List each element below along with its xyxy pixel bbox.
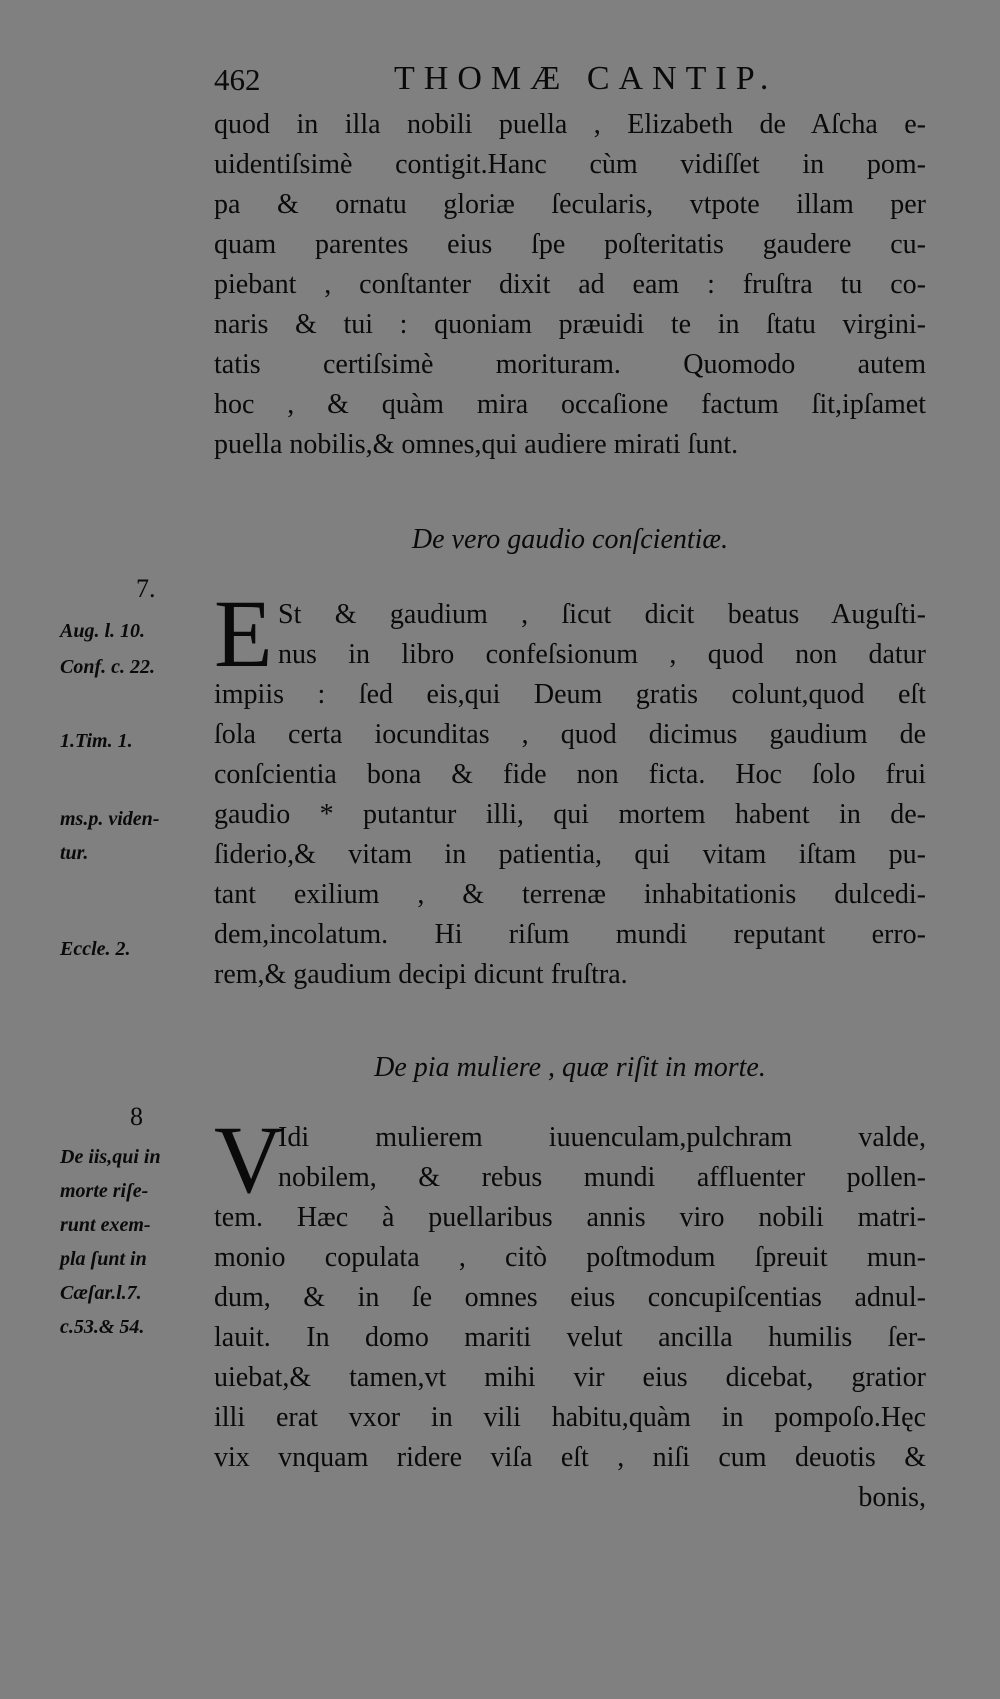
dropcap-v: V <box>214 1106 284 1213</box>
text-line: ſola certa iocunditas , quod dicimus gaudium de <box>214 719 926 750</box>
margin-note: De iis,qui in <box>60 1146 161 1168</box>
margin-note: Eccle. 2. <box>60 938 131 960</box>
running-head: THOMÆ CANTIP. <box>394 60 778 97</box>
text-line: Idi mulierem iuuenculam,pulchram valde, <box>278 1122 926 1153</box>
text-line: dem,incolatum. Hi riſum mundi reputant erro- <box>214 919 926 950</box>
text-line: ſiderio,& vitam in patientia, qui vitam iſtam pu- <box>214 839 926 870</box>
section-heading-7: De vero gaudio conſcientiæ. <box>411 524 729 555</box>
section-number-8: 8 <box>130 1102 143 1131</box>
text-line: tant exilium , & terrenæ inhabitationis dulcedi- <box>214 879 926 910</box>
passage-top <box>214 105 926 465</box>
margin-note: 1.Tim. 1. <box>60 730 133 752</box>
text-line: piebant , conſtanter dixit ad eam : fruſtra tu co- <box>214 269 926 300</box>
text-line: illi erat vxor in vili habitu,quàm in pompoſo.Hęc <box>214 1402 926 1433</box>
margin-note: runt exem- <box>60 1214 151 1236</box>
text-line: uiebat,& tamen,vt mihi vir eius dicebat, gratior <box>214 1362 926 1393</box>
text-line: vix vnquam ridere viſa eſt , niſi cum deuotis & <box>214 1442 926 1473</box>
text-line: uidentiſsimè contigit.Hanc cùm vidiſſet in pom- <box>214 149 926 180</box>
margin-note: Conf. c. 22. <box>60 656 155 678</box>
section-number-7: 7. <box>136 574 156 603</box>
text-line: pa & ornatu gloriæ ſecularis, vtpote illam per <box>214 189 926 220</box>
margin-note: c.53.& 54. <box>60 1316 145 1338</box>
text-line: nobilem, & rebus mundi affluenter pollen- <box>278 1162 926 1193</box>
margin-note: Cæſar.l.7. <box>60 1282 142 1304</box>
text-line: bonis, <box>858 1482 926 1513</box>
page-number: 462 <box>214 62 261 97</box>
text-line: impiis : ſed eis,qui Deum gratis colunt,quod eſt <box>214 679 926 710</box>
text-line: dum, & in ſe omnes eius concupiſcentias adnul- <box>214 1282 926 1313</box>
text-line: tatis certiſsimè morituram. Quomodo autem <box>214 349 926 380</box>
text-line: monio copulata , citò poſtmodum ſpreuit mun- <box>214 1242 926 1273</box>
margin-note: ms.p. viden- <box>60 808 160 830</box>
text-line: puella nobilis,& omnes,qui audiere mirati ſunt. <box>214 429 739 460</box>
text-line: nus in libro confeſsionum , quod non datur <box>278 639 926 670</box>
section-heading-8: De pia muliere , quæ riſit in morte. <box>374 1052 766 1083</box>
text-line: St & gaudium , ſicut dicit beatus Auguſti- <box>278 599 926 630</box>
dropcap-e: E <box>214 580 273 687</box>
text-line: conſcientia bona & fide non ficta. Hoc ſolo frui <box>214 759 926 790</box>
text-line: gaudio * putantur illi, qui mortem habent in de- <box>214 799 926 830</box>
text-line: tem. Hæc à puellaribus annis viro nobili matri- <box>214 1202 926 1233</box>
text-line: hoc , & quàm mira occaſione factum ſit,ipſamet <box>214 389 926 420</box>
text-line: quod in illa nobili puella , Elizabeth de Aſcha e- <box>214 109 926 140</box>
margin-note: tur. <box>60 842 89 864</box>
section-7-text <box>214 580 926 995</box>
margin-note: morte riſe- <box>60 1180 149 1202</box>
text-line: lauit. In domo mariti velut ancilla humilis ſer- <box>214 1322 926 1353</box>
text-line: rem,& gaudium decipi dicunt fruſtra. <box>214 959 628 990</box>
margin-note: pla ſunt in <box>60 1248 147 1270</box>
text-line: naris & tui : quoniam præuidi te in ſtatu virgini- <box>214 309 926 340</box>
text-line: quam parentes eius ſpe poſteritatis gaudere cu- <box>214 229 926 260</box>
page-header <box>214 58 934 102</box>
margin-note: Aug. l. 10. <box>60 620 146 642</box>
section-8-text <box>214 1106 926 1518</box>
